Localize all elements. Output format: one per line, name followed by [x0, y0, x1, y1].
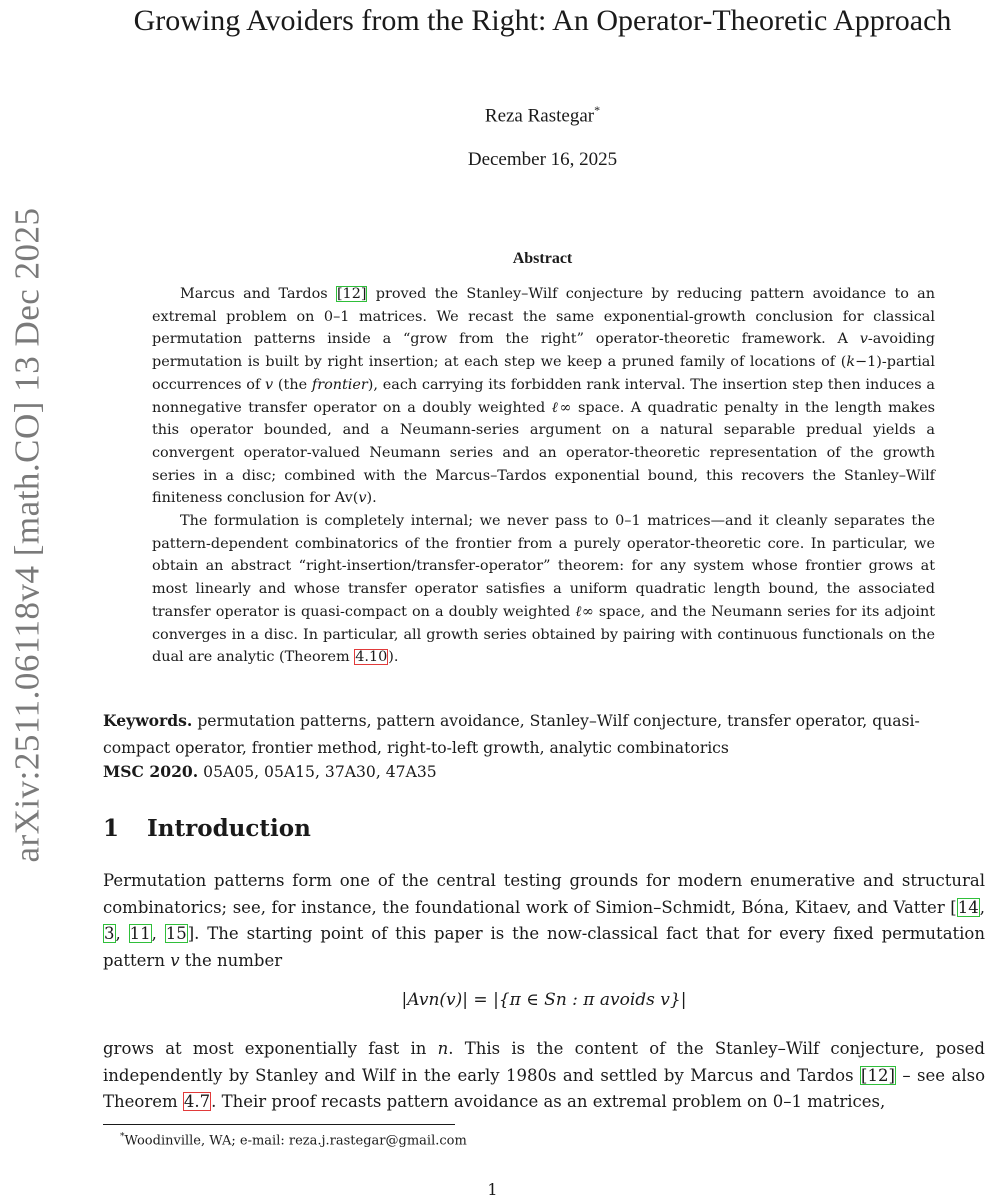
- intro-paragraph-1: [103, 868, 985, 974]
- paper-title: Growing Avoiders from the Right: An Operator-Theoretic Approach: [133, 4, 952, 37]
- footnote-rule: [103, 1124, 455, 1125]
- display-equation: |Avn(v)| = |{π ∈ Sn : π avoids v}|: [401, 990, 687, 1010]
- abstract-heading: Abstract: [512, 250, 573, 267]
- math-var: k: [846, 354, 856, 371]
- text-run: . This is the content of the Stanley–Wilf conjecture, posed independently by Stanley and Wilf in the early 1980s and settled by Marcus and Tardos: [103, 1039, 985, 1085]
- author-name: Reza Rastegar: [484, 105, 595, 127]
- abstract-body: [152, 283, 935, 669]
- text-run: -avoiding permutation is built by right insertion; at each step we keep a pruned family of locations of (: [152, 331, 935, 371]
- abstract-paragraph-2: [152, 510, 935, 669]
- keywords-label: Keywords.: [103, 711, 193, 730]
- author-line: [130, 103, 955, 127]
- text-run: Marcus and Tardos: [180, 286, 336, 302]
- msc-label: MSC 2020.: [103, 762, 199, 781]
- text-run: ,: [151, 924, 165, 943]
- abstract-paragraph-1: [152, 283, 935, 510]
- text-run: ,: [115, 924, 129, 943]
- math-symbol: ℓ∞: [575, 603, 594, 620]
- section-heading: [103, 815, 311, 842]
- msc-text: 05A05, 05A15, 37A30, 47A35: [203, 763, 437, 781]
- citation-link[interactable]: 15: [165, 924, 187, 943]
- text-run: the number: [179, 950, 283, 970]
- math-var: n: [437, 1039, 449, 1058]
- text-run: ).: [388, 649, 399, 666]
- keywords-line: [103, 707, 985, 762]
- text-run: proved the Stanley–Wilf conjecture by reducing pattern avoidance to an extremal problem on 0–1 matrices. We recast the same exponential-growth conclusion for classical permutation patterns inside a “grow from the right” operator-theoretic framework. A: [152, 286, 935, 348]
- citation-link[interactable]: 11: [129, 924, 151, 943]
- text-run: grows at most exponentially fast in: [103, 1039, 438, 1058]
- emphasis: frontier: [311, 376, 368, 393]
- text-run: ).: [366, 490, 377, 507]
- text-run: – see also Theorem: [103, 1065, 985, 1111]
- text-run: space. A quadratic penalty in the length makes this operator bounded, and a Neumann-series argument on a natural separable predual yields a convergent operator-valued Neumann series and an operator-theoretic representation of the growth series in a disc; combined with the Marcus–Tardos exponential bound, this recovers the Stanley–Wilf finiteness conclusion for Av(: [152, 399, 935, 507]
- paper-date: December 16, 2025: [467, 149, 618, 170]
- text-run: −1)-partial occurrences of: [152, 354, 935, 393]
- text-run: ,: [979, 897, 985, 917]
- text-run: (the: [273, 376, 312, 393]
- math-var: v: [859, 331, 868, 348]
- text-run: ]. The starting point of this paper is the now-classical fact that for every fixed permutation pattern: [103, 924, 985, 970]
- text-run: space, and the Neumann series for its adjoint converges in a disc. In particular, all growth series obtained by pairing with continuous functionals on the dual are analytic (Theorem: [152, 603, 935, 666]
- footnote: [120, 1128, 467, 1150]
- citation-link[interactable]: 3: [104, 924, 115, 943]
- text-run: . Their proof recasts pattern avoidance as an extremal problem on 0–1 matrices,: [211, 1092, 886, 1111]
- citation-link[interactable]: [12]: [861, 1065, 895, 1085]
- keywords-text: permutation patterns, pattern avoidance, Stanley–Wilf conjecture, transfer operator, quasi-compact operator, frontier method, right-to-left growth, analytic combinatorics: [103, 712, 920, 757]
- page-number: 1: [487, 1180, 498, 1199]
- math-var: v: [358, 490, 367, 507]
- theorem-link[interactable]: 4.10: [355, 649, 388, 666]
- math-symbol: ℓ∞: [551, 399, 572, 416]
- author-footnote-mark[interactable]: *: [594, 103, 601, 117]
- footnote-mark: *: [120, 1132, 125, 1142]
- citation-link[interactable]: 14: [957, 897, 979, 917]
- text-run: Permutation patterns form one of the central testing grounds for modern enumerative and structural combinatorics; see, for instance, the foundational work of Simion–Schmidt, Bóna, Kitaev, and Vatter [: [103, 871, 985, 917]
- text-run: The formulation is completely internal; we never pass to 0–1 matrices—and it cleanly separates the pattern-dependent combinatorics of the frontier from a purely operator-theoretic core. In particular, we obtain an abstract “right-insertion/transfer-operator” theorem: for any system whose frontier grows at most linearly and whose transfer operator satisfies a uniform quadratic length bound, the associated transfer operator is quasi-compact on a doubly weighted: [152, 513, 935, 620]
- section-title: Introduction: [147, 815, 311, 842]
- section-number: 1: [103, 815, 120, 842]
- intro-paragraph-2: [103, 1036, 985, 1116]
- math-var: v: [265, 376, 274, 393]
- arxiv-stamp: [6, 180, 50, 890]
- msc-line: [103, 760, 985, 784]
- math-var: v: [170, 950, 180, 970]
- footnote-text: Woodinville, WA; e-mail: reza.j.rastegar@gmail.com: [124, 1133, 467, 1149]
- arxiv-stamp-text: arXiv:2511.06118v4 [math.CO] 13 Dec 2025: [8, 207, 48, 863]
- citation-link[interactable]: [12]: [336, 286, 367, 302]
- theorem-link[interactable]: 4.7: [183, 1092, 211, 1111]
- text-run: ), each carrying its forbidden rank interval. The insertion step then induces a nonnegative transfer operator on a doubly weighted: [152, 376, 935, 416]
